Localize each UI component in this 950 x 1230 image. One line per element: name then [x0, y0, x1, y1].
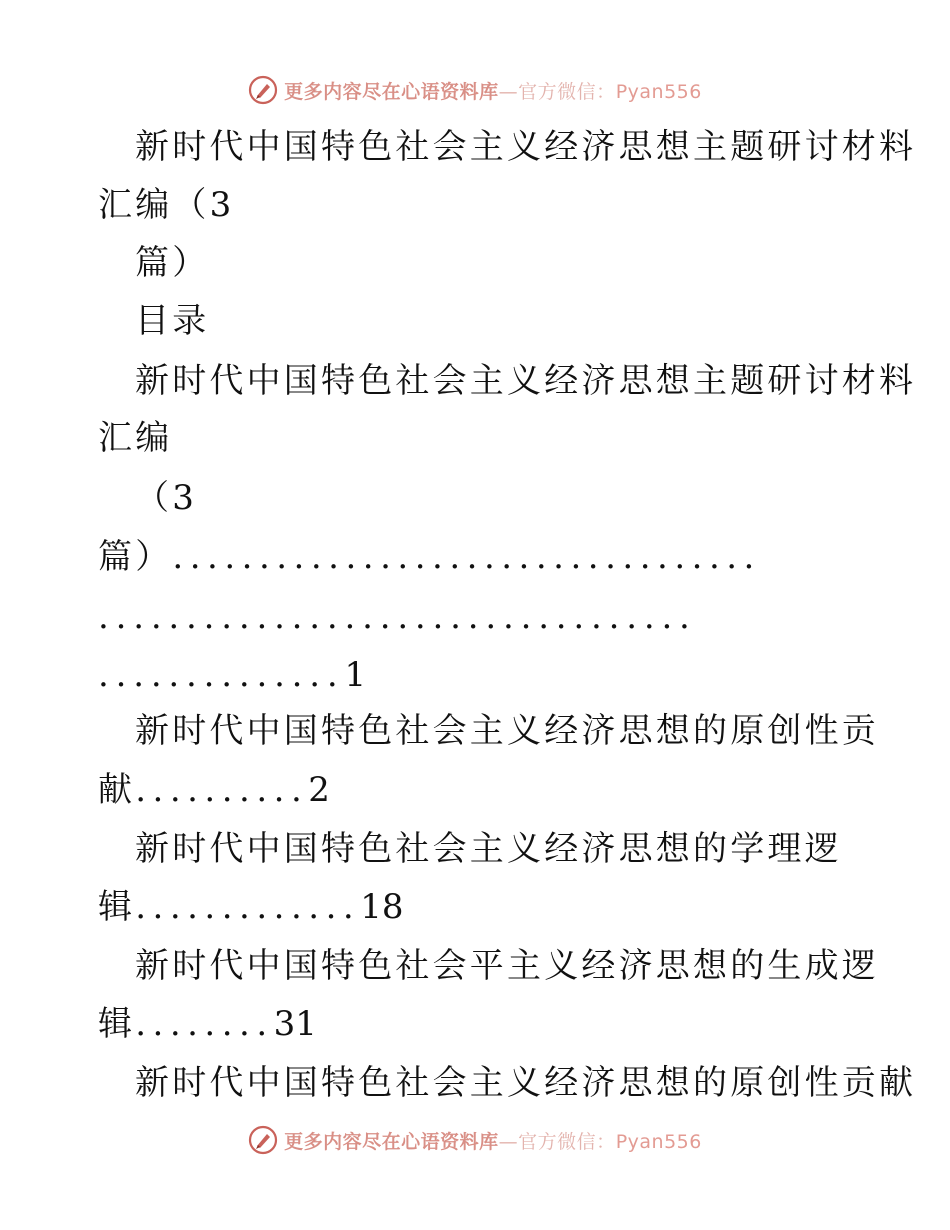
toc-entry-3-line-2	[98, 887, 403, 927]
document-title-line-3: 篇）	[135, 243, 210, 283]
watermark-channel: 官方微信：	[518, 80, 616, 103]
toc-entry-1-line-2: 汇编	[98, 418, 173, 458]
pen-logo-icon	[248, 1125, 278, 1155]
toc-entry-2-line-2	[98, 770, 330, 810]
watermark-brand: 更多内容尽在心语资料库	[284, 80, 499, 103]
toc-leader-dots: ..............	[98, 655, 345, 695]
watermark-id: Pyan556	[615, 1130, 702, 1153]
toc-entry-2-page: 2	[308, 770, 330, 810]
footer-watermark	[0, 1120, 950, 1160]
watermark-channel: 官方微信：	[518, 1130, 616, 1153]
watermark-text	[284, 1127, 702, 1154]
toc-leader-dots: ..........	[135, 770, 309, 810]
document-title-line-2: 汇编（3	[98, 185, 235, 225]
pen-logo-icon	[248, 75, 278, 105]
toc-entry-1-prefix: 篇）	[98, 537, 173, 577]
watermark-text	[284, 77, 702, 104]
toc-entry-4-line-2	[98, 1004, 317, 1044]
toc-leader-dots: .............	[135, 887, 361, 927]
toc-leader-dots: ........	[135, 1004, 274, 1044]
toc-entry-3-prefix: 辑	[98, 887, 136, 927]
toc-entry-1-line-1: 新时代中国特色社会主义经济思想主题研讨材料	[135, 361, 917, 401]
toc-entry-1-page: 1	[344, 655, 367, 695]
toc-entry-4-page: 31	[273, 1004, 317, 1044]
toc-entry-2-prefix: 献	[98, 770, 136, 810]
watermark-separator: —	[498, 1130, 519, 1153]
toc-entry-3-page: 18	[360, 887, 404, 927]
header-watermark	[0, 70, 950, 110]
watermark-separator: —	[498, 80, 519, 103]
toc-entry-1-last-line	[98, 655, 366, 695]
toc-leader-dots: ..................................	[172, 537, 761, 577]
watermark-brand: 更多内容尽在心语资料库	[284, 1130, 499, 1153]
toc-entry-4-line-1: 新时代中国特色社会平主义经济思想的生成逻	[135, 946, 879, 986]
toc-leader-dots-row: ..................................	[98, 597, 697, 637]
section-heading: 新时代中国特色社会主义经济思想的原创性贡献	[135, 1063, 917, 1103]
toc-entry-3-line-1: 新时代中国特色社会主义经济思想的学理逻	[135, 829, 842, 869]
toc-entry-1-line-3: （3	[135, 478, 198, 518]
toc-entry-4-prefix: 辑	[98, 1004, 136, 1044]
toc-entry-1-line-4	[98, 537, 761, 577]
toc-entry-2-line-1: 新时代中国特色社会主义经济思想的原创性贡	[135, 711, 879, 751]
watermark-id: Pyan556	[615, 80, 702, 103]
document-title-line-1: 新时代中国特色社会主义经济思想主题研讨材料	[135, 127, 917, 167]
toc-heading: 目录	[135, 301, 210, 341]
